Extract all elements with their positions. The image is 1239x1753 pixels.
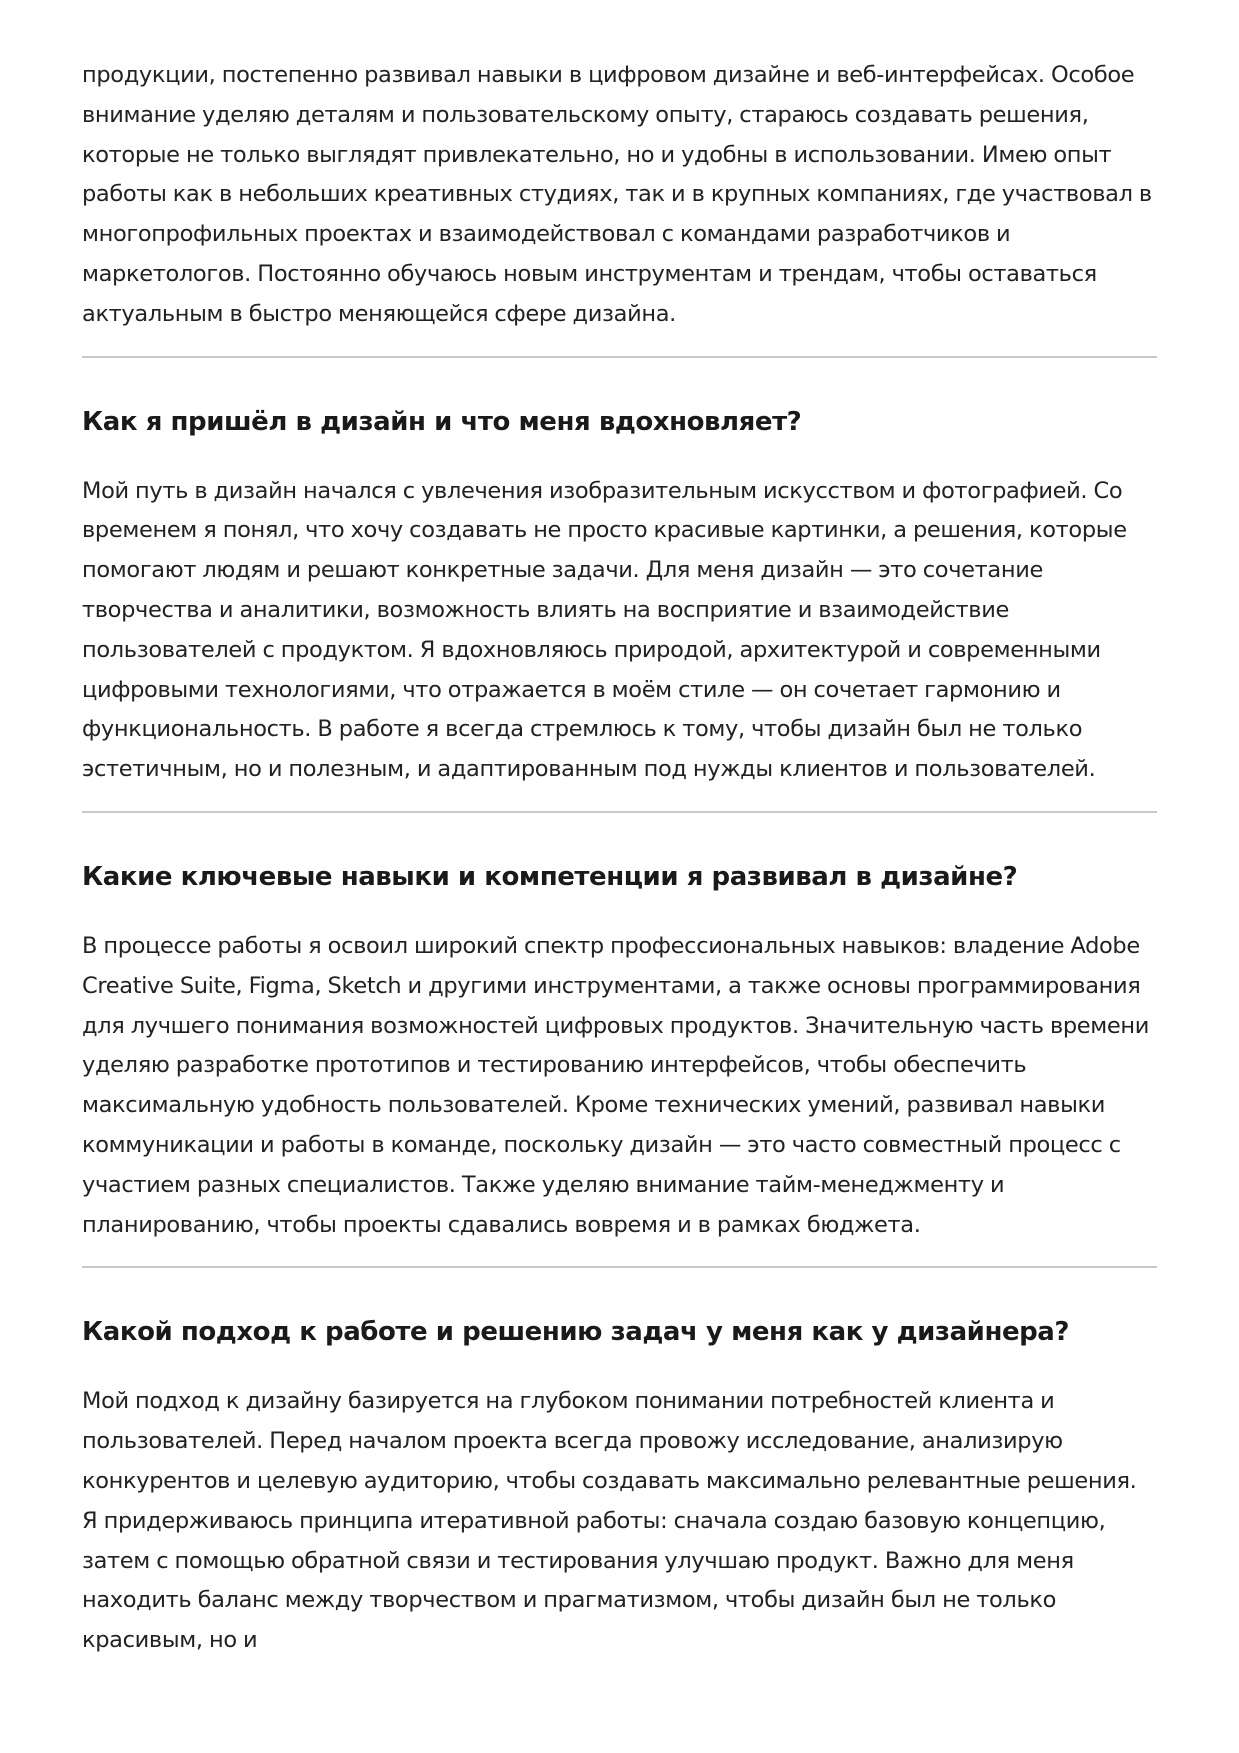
section-paragraph-skills: В процессе работы я освоил широкий спектр профессиональных навыков: владение Adobe Creative Suite, Figma, Sketch и другими инструментами, а также основы программирования для лучшего понимания возможностей цифровых продуктов. Значительную часть времени уделяю разработке прототипов и тестированию интерфейсов, чтобы обеспечить максимальную удобность пользователей. Кроме технических умений, развивал навыки коммуникации и работы в команде, поскольку дизайн — это часто совместный процесс с участием разных специалистов. Также уделяю внимание тайм-менеджменту и планированию, чтобы проекты сдавались вовремя и в рамках бюджета. [82,932,1150,1238]
section-heading-inspiration: Как я пришёл в дизайн и что меня вдохновляет? [82,406,802,437]
section-skills [82,860,1157,1245]
section-heading-skills: Какие ключевые навыки и компетенции я развивал в дизайне? [82,861,1018,892]
section-inspiration [82,405,1157,790]
section-divider [82,811,1157,813]
intro-paragraph: продукции, постепенно развивал навыки в цифровом дизайне и веб-интерфейсах. Особое внимание уделяю деталям и пользовательскому опыту, стараюсь создавать решения, которые не только выглядят привлекательно, но и удобны в использовании. Имею опыт работы как в небольших креативных студиях, так и в крупных компаниях, где участвовал в многопрофильных проектах и взаимодействовал с командами разработчиков и маркетологов. Постоянно обучаюсь новым инструментам и трендам, чтобы оставаться актуальным в быстро меняющейся сфере дизайна. [82,62,1152,327]
section-approach [82,1315,1157,1661]
intro-section [82,56,1157,335]
section-heading-approach: Какой подход к работе и решению задач у меня как у дизайнера? [82,1317,1070,1348]
section-paragraph-approach: Мой подход к дизайну базируется на глубоком понимании потребностей клиента и пользователей. Перед началом проекта всегда провожу исследование, анализирую конкурентов и целевую аудиторию, чтобы создавать максимально релевантные решения. Я придерживаюсь принципа итеративной работы: сначала создаю базовую концепцию, затем с помощью обратной связи и тестирования улучшаю продукт. Важно для меня находить баланс между творчеством и прагматизмом, чтобы дизайн был не только красивым, но и [82,1388,1137,1654]
section-paragraph-inspiration: Мой путь в дизайн начался с увлечения изобразительным искусством и фотографией. Со временем я понял, что хочу создавать не просто красивые картинки, а решения, которые помогают людям и решают конкретные задачи. Для меня дизайн — это сочетание творчества и аналитики, возможность влиять на восприятие и взаимодействие пользователей с продуктом. Я вдохновляюсь природой, архитектурой и современными цифровыми технологиями, что отражается в моём стиле — он сочетает гармонию и функциональность. В работе я всегда стремлюсь к тому, чтобы дизайн был не только эстетичным, но и полезным, и адаптированным под нужды клиентов и пользователей. [82,477,1127,783]
section-divider [82,1266,1157,1268]
section-divider [82,356,1157,358]
